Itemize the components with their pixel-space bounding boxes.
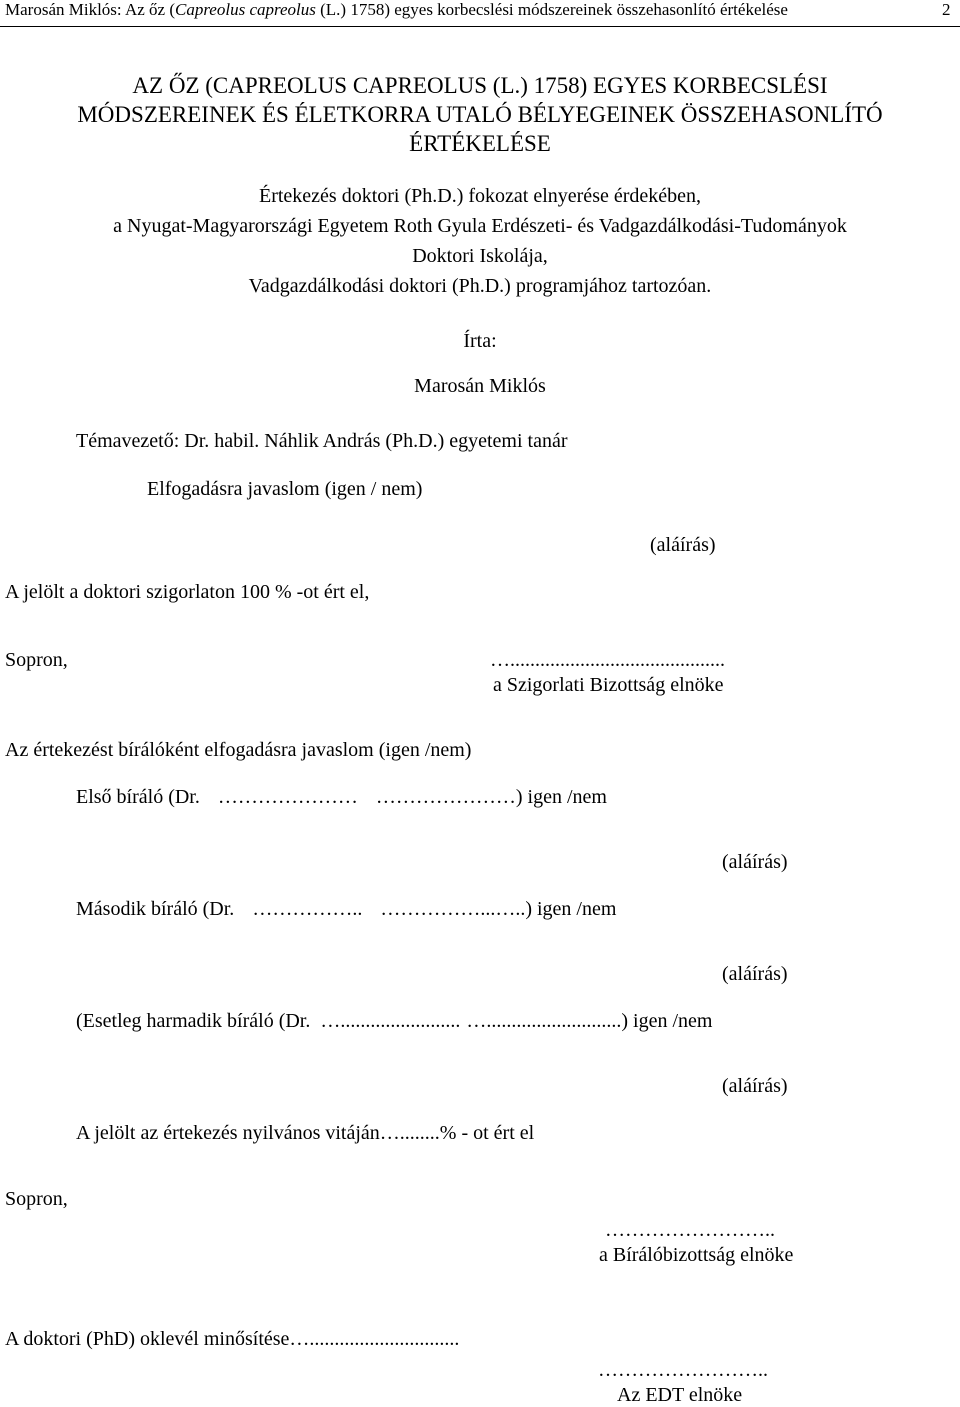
exam-chair: a Szigorlati Bizottság elnöke	[493, 674, 724, 696]
first-reviewer-line	[76, 785, 607, 809]
defense-chair: a Bírálóbizottság elnöke	[599, 1244, 794, 1266]
author-name: Marosán Miklós	[414, 375, 546, 397]
running-header-species: Capreolus capreolus	[174, 0, 316, 19]
third-reviewer-signature: (aláírás)	[722, 1075, 788, 1097]
second-reviewer-dots-2: ……………...….	[380, 898, 521, 920]
qualification-chair: Az EDT elnöke	[617, 1384, 743, 1406]
running-header	[5, 0, 788, 20]
first-reviewer-choice: ) igen /nem	[515, 786, 607, 808]
running-header-prefix: Marosán Miklós: Az őz (	[5, 0, 175, 19]
intro-line-4: Vadgazdálkodási doktori (Ph.D.) programjához tartozóan.	[248, 275, 712, 297]
title-line-3: ÉRTÉKELÉSE	[409, 131, 551, 156]
second-reviewer-signature: (aláírás)	[722, 963, 788, 985]
third-reviewer-dots-2: …...........................	[466, 1010, 622, 1032]
third-reviewer-choice: ) igen /nem	[621, 1010, 713, 1032]
qualification-signature-dots: ……………………..	[598, 1359, 768, 1381]
header-rule	[0, 26, 960, 27]
second-reviewer-choice: .) igen /nem	[520, 898, 617, 920]
exam-place: Sopron,	[5, 649, 68, 671]
first-reviewer-signature: (aláírás)	[722, 851, 788, 873]
supervisor-line: Témavezető: Dr. habil. Náhlik András (Ph.D.) egyetemi tanár	[76, 430, 568, 452]
defense-result: A jelölt az értekezés nyilvános vitáján…........% - ot ért el	[76, 1122, 535, 1144]
supervisor-signature: (aláírás)	[650, 534, 716, 556]
second-reviewer-line	[76, 897, 616, 921]
review-intro: Az értekezést bírálóként elfogadásra javaslom (igen /nem)	[5, 739, 472, 761]
defense-signature-dots: ……………………..	[605, 1219, 775, 1241]
supervisor-recommendation: Elfogadásra javaslom (igen / nem)	[147, 478, 423, 500]
second-reviewer-dots-1: ……………..	[252, 898, 363, 920]
author-label: Írta:	[463, 330, 497, 352]
intro-line-3: Doktori Iskolája,	[412, 245, 548, 267]
first-reviewer-dots-1: …………………	[217, 786, 358, 808]
title-line-2: MÓDSZEREINEK ÉS ÉLETKORRA UTALÓ BÉLYEGEINEK ÖSSZEHASONLÍTÓ	[77, 102, 883, 127]
third-reviewer-line	[76, 1009, 712, 1033]
first-reviewer-dots-2: …………………	[375, 786, 516, 808]
second-reviewer-label: Második bíráló (Dr.	[76, 898, 235, 920]
running-header-suffix: (L.) 1758) egyes korbecslési módszereinek összehasonlító értékelése	[315, 0, 788, 19]
first-reviewer-label: Első bíráló (Dr.	[76, 786, 200, 808]
qualification-line: A doktori (PhD) oklevél minősítése…..............................	[5, 1328, 460, 1350]
title-line-1: AZ ŐZ (CAPREOLUS CAPREOLUS (L.) 1758) EGYES KORBECSLÉSI	[132, 73, 828, 98]
third-reviewer-label: (Esetleg harmadik bíráló (Dr.	[76, 1010, 311, 1032]
exam-result: A jelölt a doktori szigorlaton 100 % -ot ért el,	[5, 581, 370, 603]
exam-signature-dots: …...........................................	[490, 649, 725, 671]
defense-place: Sopron,	[5, 1188, 68, 1210]
third-reviewer-dots-1: …........................	[320, 1010, 461, 1032]
intro-line-2: a Nyugat-Magyarországi Egyetem Roth Gyula Erdészeti- és Vadgazdálkodási-Tudományok	[113, 215, 847, 237]
page-number: 2	[942, 0, 951, 19]
intro-line-1: Értekezés doktori (Ph.D.) fokozat elnyerése érdekében,	[258, 185, 702, 207]
